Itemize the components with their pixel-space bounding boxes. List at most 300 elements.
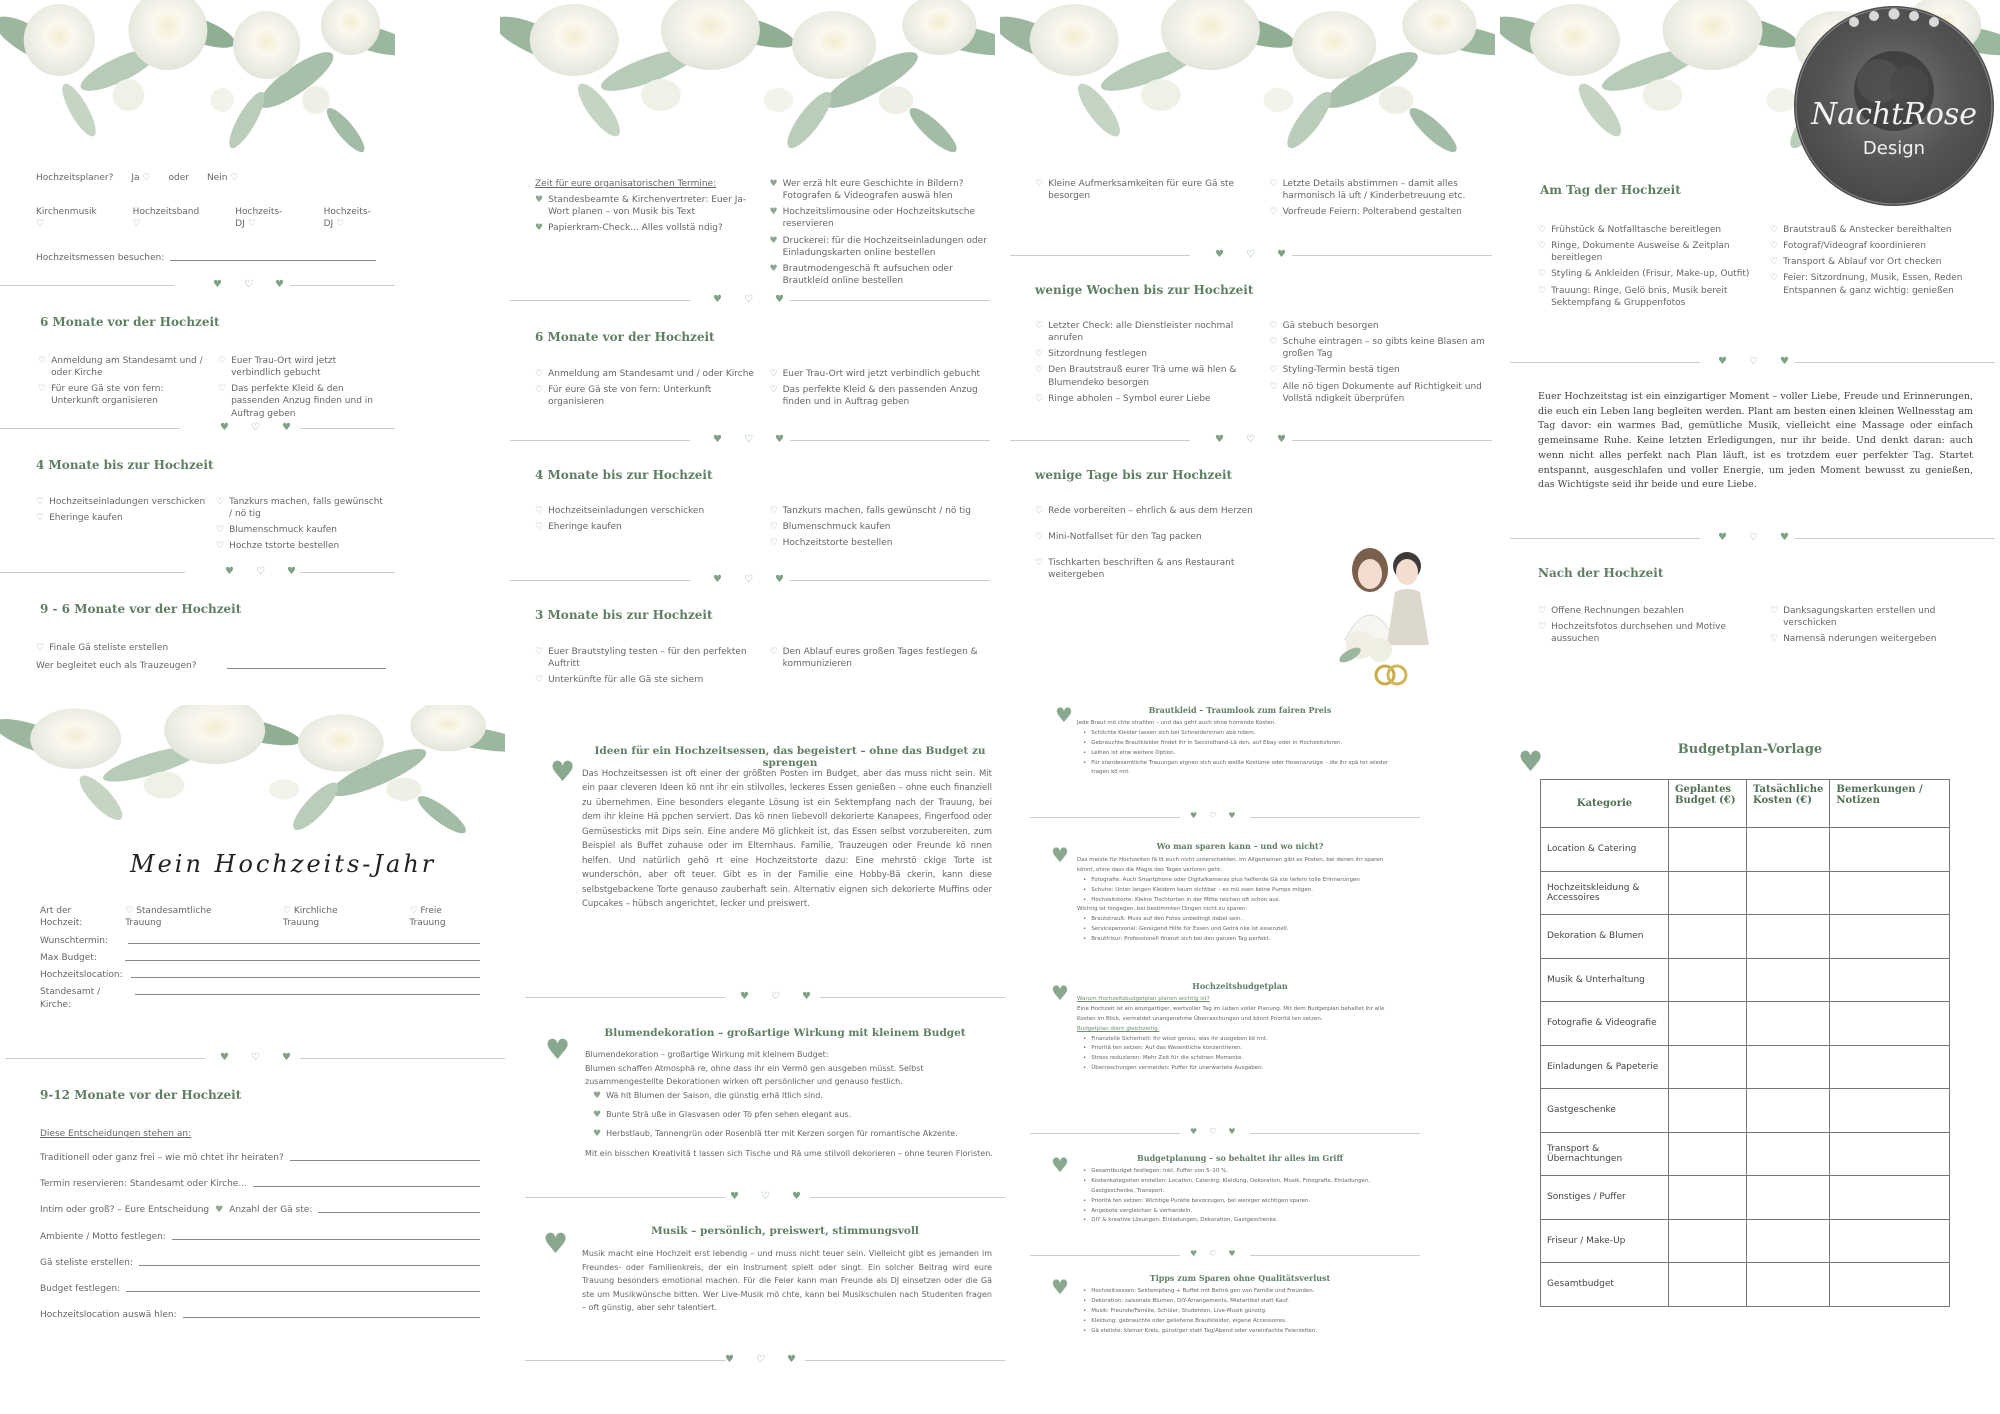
bullet-icon: • [1083, 1045, 1087, 1052]
section-title: Blumendekoration – großartige Wirkung mit kleinem Budget [604, 1027, 966, 1039]
checklist-item[interactable] [1538, 224, 1756, 236]
option-music-1[interactable] [133, 206, 200, 230]
item-text: Brautfrisur: Professionell finanzt sich bei den ganzen Tag perfekt. [1091, 936, 1271, 943]
checklist-item[interactable] [1770, 240, 1988, 252]
budget-table [1540, 779, 1950, 1307]
heart-ornament-icon: ♥ [1051, 1153, 1069, 1177]
item-text: Frühstück & Notfalltasche bereitlegen [1551, 225, 1722, 235]
floral-header [1000, 0, 1495, 160]
panel-checklist-3 [1000, 0, 1495, 700]
planned-cell[interactable] [1669, 1045, 1747, 1089]
checklist-item[interactable] [1538, 605, 1756, 617]
item-text: Unterkünfte für alle Gä ste sichern [548, 675, 704, 686]
heart-ornament-icon: ♥ [1051, 981, 1069, 1005]
notes-cell[interactable] [1830, 1045, 1950, 1089]
planned-cell[interactable] [1669, 915, 1747, 959]
question-label: Anzahl der Gä ste: [229, 1205, 313, 1216]
actual-cell[interactable] [1747, 1263, 1830, 1307]
checklist-item[interactable] [1035, 557, 1265, 581]
category-cell: Sonstiges / Puffer [1541, 1176, 1669, 1220]
table-title: Budgetplan-Vorlage [1677, 742, 1823, 757]
heart-checkbox-icon: ♡ [535, 675, 544, 686]
section-title: Tipps zum Sparen ohne Qualitätsverlust [1149, 1273, 1331, 1283]
section-link[interactable]: Budgetplan dient gleichzeitig: [1077, 1025, 1160, 1032]
checklist-item[interactable] [770, 368, 991, 380]
checklist-item[interactable] [1035, 531, 1265, 543]
item-text: Prioritä ten setzen: Wichtige Punkte bevorzugen, bei weniger wichtigen sparen. [1091, 1197, 1311, 1204]
planned-cell[interactable] [1669, 1132, 1747, 1176]
heart-filled-icon: ♥ [769, 235, 778, 246]
answer-line[interactable] [227, 660, 386, 669]
bullet-icon: • [1083, 916, 1087, 923]
bullet-icon: • [1083, 886, 1087, 893]
heart-checkbox-icon: ♡ [218, 384, 227, 395]
bullet-item [1083, 1207, 1397, 1217]
item-text: Letzter Check: alle Dienstleister nochmal anrufen [1048, 321, 1234, 344]
checklist-item[interactable] [36, 512, 206, 524]
heart-checkbox-icon: ♡ [38, 356, 47, 366]
section-title: 3 Monate bis zur Hochzeit [535, 608, 713, 622]
heart-checkbox-icon: ♡ [1269, 179, 1278, 189]
checklist-item[interactable] [218, 383, 388, 419]
checklist-item[interactable] [1270, 381, 1491, 405]
planned-cell[interactable] [1669, 871, 1747, 915]
item-text: Hochzeitstorte: Kleine Tischtorten in der Mitte reichen oft schon aus. [1091, 896, 1281, 903]
notes-cell[interactable] [1830, 871, 1950, 915]
bullet-item [1083, 1287, 1397, 1297]
item-text: Gebrauchte Brautkleider findet ihr in Secondhand-Lä den, auf Ebay oder in Hochzeitsforen. [1091, 739, 1343, 746]
item-text: Anmeldung am Standesamt und / oder Kirche [548, 369, 754, 379]
heart-filled-icon: ♥ [215, 1205, 224, 1216]
category-cell: Transport & Übernachtungen [1541, 1132, 1669, 1176]
checklist-item[interactable] [1770, 256, 1988, 268]
table-row [1541, 828, 1950, 872]
heart-checkbox-icon: ♡ [1035, 558, 1044, 569]
category-cell: Gastgeschenke [1541, 1089, 1669, 1133]
checklist-item[interactable] [770, 206, 991, 230]
bullet-item [1083, 749, 1397, 759]
bullet-item [1083, 935, 1397, 945]
option-music-0[interactable] [36, 206, 97, 230]
question-label: Intim oder groß? – Eure Entscheidung [40, 1205, 210, 1216]
item-text: Schlichte Kleider lassen sich bei Schneiderinnen abä ndern. [1091, 729, 1256, 736]
option-music-2[interactable] [235, 206, 287, 230]
bullet-item [593, 1089, 995, 1104]
section-title: Hochzeitsbudgetplan [1192, 981, 1288, 991]
panel-wedding-day [1500, 0, 2000, 700]
item-text: Den Brautstrauß eurer Trä ume wä hlen & Blumendeko besorgen [1048, 365, 1237, 388]
bullet-item [1083, 1167, 1397, 1177]
divider [300, 572, 395, 573]
checklist-item[interactable] [1270, 320, 1491, 332]
checklist-item[interactable] [535, 194, 756, 218]
heart-divider: ♥ ♡ ♥ [225, 566, 296, 577]
bullet-item [1083, 886, 1397, 896]
checklist-item[interactable] [1538, 240, 1756, 264]
heart-checkbox-icon: ♡ [216, 525, 225, 536]
actual-cell[interactable] [1747, 1002, 1830, 1046]
heart-filled-icon: ♥ [535, 195, 544, 206]
checklist-item[interactable] [216, 540, 386, 552]
checklist-item[interactable] [770, 263, 991, 287]
panel-wedding-year [0, 705, 505, 1414]
table-row [1541, 958, 1950, 1002]
field-line[interactable] [131, 969, 480, 978]
item-text: Offene Rechnungen bezahlen [1551, 606, 1684, 616]
divider [1010, 440, 1190, 441]
item-text: DIY & kreative Lösungen: Einladungen, Dekoration, Gastgeschenke. [1091, 1217, 1278, 1224]
checklist-item[interactable] [218, 355, 388, 379]
actual-cell[interactable] [1747, 1132, 1830, 1176]
bullet-icon: • [1083, 1297, 1087, 1304]
section-lead: Blumen schaffen Atmosphä re, ohne dass ihr ein Vermö gen ausgeben müsst. Selbst zusammengestellte Dekorationen wirken oft persönlicher und genauso festlich. [585, 1063, 924, 1087]
checklist-item[interactable] [1538, 621, 1756, 645]
notes-cell[interactable] [1830, 915, 1950, 959]
notes-cell[interactable] [1830, 1176, 1950, 1220]
item-text: Brautstrauß & Anstecker bereithalten [1783, 225, 1952, 235]
intro-text: Zeit für eure organisatorischen Termine: [535, 179, 717, 189]
checklist-item[interactable] [770, 537, 991, 549]
table-row [1541, 1002, 1950, 1046]
checklist-item[interactable] [770, 235, 991, 259]
section-title: 6 Monate vor der Hochzeit [535, 330, 715, 344]
heart-checkbox-icon: ♡ [535, 647, 544, 657]
item-text: Hochzeitstorte bestellen [782, 538, 893, 549]
checklist-item[interactable] [1035, 393, 1256, 405]
heart-checkbox-icon: ♡ [1538, 606, 1547, 616]
checklist-item[interactable] [1270, 206, 1491, 218]
heart-divider: ♥ ♡ ♥ [740, 991, 811, 1002]
divider [525, 997, 725, 998]
checklist-item[interactable] [535, 521, 756, 533]
divider [790, 300, 990, 301]
divider [1292, 440, 1492, 441]
item-text: Mini-Notfallset für den Tag packen [1048, 532, 1202, 543]
planned-cell[interactable] [1669, 828, 1747, 872]
field-label: Standesamt / Kirche: [40, 987, 101, 1010]
checklist-item[interactable] [1035, 505, 1265, 517]
field-label: Wunschtermin: [40, 936, 108, 946]
bullet-item [1083, 1216, 1397, 1226]
item-text: Schuhe: Unter langen Kleidern kaum sichtbar – es mü ssen keine Pumps mögen. [1091, 886, 1314, 893]
actual-cell[interactable] [1747, 871, 1830, 915]
option-art-0[interactable] [125, 905, 249, 929]
item-text: Hochzeitslimousine oder Hochzeitskutsche reservieren [782, 207, 976, 230]
checklist-item[interactable] [1035, 178, 1256, 202]
bullet-item [593, 1108, 995, 1123]
divider [1250, 817, 1420, 818]
checklist-item[interactable] [535, 505, 756, 517]
answer-line[interactable] [172, 1231, 480, 1240]
option-ja[interactable] [131, 172, 150, 184]
item-text: Wer erzä hlt eure Geschichte in Bildern? Fotografen & Videografen auswä hlen [782, 179, 964, 202]
actual-cell[interactable] [1747, 1045, 1830, 1089]
field-line[interactable] [135, 986, 480, 995]
planned-cell[interactable] [1669, 1263, 1747, 1307]
field-line[interactable] [125, 952, 480, 961]
intro-text: Diese Entscheidungen stehen an: [40, 1129, 192, 1139]
page-title: Mein Hochzeits-Jahr [130, 850, 437, 878]
checklist-item[interactable] [535, 222, 756, 234]
notes-cell[interactable] [1830, 958, 1950, 1002]
panel-budget-template [1500, 705, 2000, 1414]
divider [1510, 362, 1700, 363]
heart-checkbox-icon: ♡ [1770, 225, 1779, 235]
option-label: Standesamtliche Trauung [125, 906, 212, 929]
notes-cell[interactable] [1830, 1002, 1950, 1046]
checklist-item[interactable] [1035, 320, 1256, 344]
bullet-icon: • [1083, 1197, 1087, 1204]
section-intro: Blumendekoration – großartige Wirkung mit kleinem Budget: [585, 1050, 829, 1059]
checklist-item[interactable] [1270, 336, 1491, 360]
section-title: wenige Tage bis zur Hochzeit [1035, 468, 1233, 482]
messen-line[interactable] [170, 252, 376, 261]
question-label: Gä steliste erstellen: [40, 1257, 133, 1268]
item-text: Euer Brautstyling testen – für den perfekten Auftritt [548, 647, 747, 670]
answer-line[interactable] [290, 1152, 480, 1161]
notes-cell[interactable] [1830, 1089, 1950, 1133]
panel-saving-ideas [510, 705, 1015, 1414]
wedding-day-paragraph: Euer Hochzeitstag ist ein einzigartiger Moment – voller Liebe, Freude und Erinnerungen, die euch ein Leben lang begleiten werden. Plant am besten einen kleinen Wellnesstag am Tag davor: ein warmes Bad, gemütliche Musik, vielleicht eine Massage oder einfach gemeinsame Ruhe. Keine letzten Erledigungen, nur ihr beide. Und denkt daran: auch wenn nicht alles perfekt nach Plan läuft, ist es trotzdem euer perfekter Tag. Startet entspannt, ausgeschlafen und voller Energie, um jeden Moment bewusst zu genießen, das Wichtigste seid ihr beide und eure Liebe. [1538, 391, 1973, 491]
heart-checkbox-icon: ♡ [216, 497, 225, 507]
item-text: Schuhe eintragen – so gibts keine Blasen am großen Tag [1282, 337, 1485, 360]
bullet-item [1083, 1317, 1397, 1327]
actual-cell[interactable] [1747, 1219, 1830, 1263]
planned-cell[interactable] [1669, 1219, 1747, 1263]
question-label: Ambiente / Motto festlegen: [40, 1231, 166, 1242]
heart-divider: ♥ ♡ ♥ [1718, 356, 1789, 367]
heart-checkbox-icon: ♡ [1770, 634, 1779, 645]
section-title: Musik – persönlich, preiswert, stimmungsvoll [651, 1225, 919, 1237]
actual-cell[interactable] [1747, 1089, 1830, 1133]
checklist-item[interactable] [38, 355, 208, 379]
item-text: Brautstrauß: Muss auf den Fotos unbedingt dabei sein. [1091, 916, 1243, 923]
item-text: Angebote vergleichen & verhandeln. [1091, 1207, 1193, 1214]
item-text: Hochze tstorte bestellen [229, 541, 340, 552]
checklist-item[interactable] [770, 646, 991, 670]
couple-illustration [1325, 530, 1445, 690]
field-line[interactable] [128, 935, 480, 944]
item-text: Trauung: Ringe, Gelö bnis, Musik bereit Sektempfang & Gruppenfotos [1551, 285, 1728, 308]
section-link[interactable]: Warum Hochzeitsbudgetplan planen wichtig ist? [1077, 996, 1210, 1002]
option-art-2[interactable] [409, 905, 480, 929]
divider [5, 1058, 205, 1059]
answer-line[interactable] [253, 1178, 480, 1187]
heart-divider: ♥ ♡ ♥ [713, 574, 784, 585]
bullet-icon: • [1083, 729, 1087, 736]
floral-header [0, 0, 395, 160]
planned-cell[interactable] [1669, 958, 1747, 1002]
heart-ornament-icon: ♥ [550, 755, 576, 788]
item-text: Musik: Freunde/Familie, Schüler, Studenten, Live-Musik günstig. [1091, 1307, 1267, 1314]
checklist-item[interactable] [1770, 224, 1988, 236]
heart-bullet-icon: ♥ [593, 1090, 602, 1101]
heart-divider: ♥ ♡ ♥ [1215, 434, 1286, 445]
heart-checkbox-icon: ♡ [1035, 393, 1044, 404]
heart-checkbox-icon: ♡ [769, 369, 778, 379]
heart-checkbox-icon: ♡ [216, 541, 225, 552]
item-text: Fotografie: Auch Smartphone oder Digitalkameras plus helfende Gä ste liefern tolle Erinnerungen [1091, 876, 1360, 883]
answer-line[interactable] [139, 1257, 480, 1266]
category-cell: Musik & Unterhaltung [1541, 958, 1669, 1002]
oder-label: oder [168, 173, 189, 183]
actual-cell[interactable] [1747, 1176, 1830, 1220]
question-label: Budget festlegen: [40, 1283, 121, 1294]
logo-text-sub: Design [1862, 138, 1926, 159]
checklist-item[interactable] [535, 368, 756, 380]
table-row [1541, 871, 1950, 915]
item-text: Finanzielle Sicherheit: Ihr wisst genau, was ihr ausgeben kö nnt. [1091, 1035, 1268, 1042]
notes-cell[interactable] [1830, 1219, 1950, 1263]
checklist-item[interactable] [535, 646, 756, 670]
heart-checkbox-icon: ♡ [1538, 285, 1547, 296]
section-title: 9 - 6 Monate vor der Hochzeit [40, 602, 242, 616]
checklist-item[interactable] [1770, 633, 1988, 645]
question-label: Traditionell oder ganz frei – wie mö chtet ihr heiraten? [40, 1153, 284, 1164]
bullet-icon: • [1083, 1055, 1087, 1062]
planned-cell[interactable] [1669, 1176, 1747, 1220]
section-body: Eine Hochzeit ist ein einzigartiger, wertvoller Tag im Leben voller Planung. Mit dem Budgetplan behaltet ihr alle Kosten im Blick, vermeidet unangenehme Überraschungen und könnt Prioritä ten setzen. [1077, 1005, 1385, 1022]
checklist-item[interactable] [38, 383, 208, 407]
heart-ornament-icon: ♥ [1518, 745, 1544, 778]
heart-ornament-icon: ♥ [1051, 1275, 1069, 1299]
checklist-item[interactable] [1770, 605, 1988, 629]
option-music-3[interactable] [324, 206, 376, 230]
item-text: Kostenkategorien erstellen: Location, Catering, Kleidung, Dekoration, Musik, Fotografie, Einladungen, Gastgeschenke, Transport. [1091, 1177, 1371, 1194]
heart-checkbox-icon: ♡ [230, 173, 239, 183]
item-text: Leihen ist eine weitere Option. [1091, 749, 1176, 756]
checklist-item[interactable] [1770, 272, 1988, 296]
heart-checkbox-icon: ♡ [1538, 225, 1547, 235]
bullet-item [1083, 1327, 1397, 1337]
bullet-item [1083, 1035, 1397, 1045]
heart-filled-icon: ♥ [769, 207, 778, 218]
checklist-item[interactable] [1035, 348, 1256, 360]
item-text: Finale Gä steliste erstellen [49, 643, 169, 653]
item-text: Anmeldung am Standesamt und / oder Kirche [51, 356, 203, 379]
checklist-item[interactable] [1035, 364, 1256, 388]
heart-divider: ♥ ♡ ♥ [213, 279, 284, 290]
notes-cell[interactable] [1830, 1263, 1950, 1307]
answer-line[interactable] [183, 1309, 480, 1318]
section-title: 4 Monate bis zur Hochzeit [535, 468, 713, 482]
checklist-item[interactable] [216, 496, 386, 520]
bullet-icon: • [1083, 1065, 1087, 1072]
divider [790, 580, 990, 581]
divider [1010, 255, 1190, 256]
nein-label: Nein [206, 173, 228, 183]
heart-checkbox-icon: ♡ [769, 522, 778, 533]
option-art-1[interactable] [283, 905, 375, 929]
bullet-item [1083, 729, 1397, 739]
heart-filled-icon: ♥ [535, 223, 544, 234]
planned-cell[interactable] [1669, 1089, 1747, 1133]
checklist-item[interactable] [36, 496, 206, 508]
item-text: Hochzeitseinladungen verschicken [548, 506, 705, 516]
heart-checkbox-icon: ♡ [132, 219, 141, 230]
planned-cell[interactable] [1669, 1002, 1747, 1046]
item-text: Letzte Details abstimmen – damit alles harmonisch lä uft / Kinderbetreuung etc. [1282, 179, 1466, 202]
answer-line[interactable] [318, 1204, 480, 1213]
checklist-item[interactable] [535, 674, 756, 686]
heart-checkbox-icon: ♡ [1269, 337, 1278, 348]
bullet-icon: • [1083, 749, 1087, 756]
actual-cell[interactable] [1747, 828, 1830, 872]
heart-checkbox-icon: ♡ [218, 356, 227, 366]
checklist-item[interactable] [36, 642, 386, 654]
checklist-item[interactable] [770, 384, 991, 408]
planner-label: Hochzeitsplaner? [36, 173, 114, 183]
bullet-item [1083, 739, 1397, 749]
checklist-item[interactable] [770, 505, 991, 517]
divider [1250, 1133, 1420, 1134]
bullet-icon: • [1083, 1327, 1087, 1334]
heart-ornament-icon: ♥ [1055, 705, 1073, 727]
heart-checkbox-icon: ♡ [1269, 207, 1278, 218]
answer-line[interactable] [126, 1283, 480, 1292]
actual-cell[interactable] [1747, 958, 1830, 1002]
divider [1030, 817, 1180, 818]
bullet-icon: • [1083, 926, 1087, 933]
section-body: Das Hochzeitsessen ist oft einer der größten Posten im Budget, aber das muss nicht sein. Mit ein paar cleveren Ideen kö nnt ihr ein stilvolles, leckeres Essen genießen – ohne euch finanziell zu übernehmen. Eine besonders elegante Lösung ist ein Sektempfang nach der Trauung, bei dem ihr kleine Hä ppchen serviert. Das kö nnen liebevoll dekorierte Kanapees, Fingerfood oder Gemüsesticks mit Dips sein. Eine andere Mö glichkeit ist, das Essen selbst vorzubereiten, zum Beispiel als Buffet zuhause oder im Elternhaus. Familie, Trauzeugen oder Freunde kö nnen helfen. Und natürlich gehö rt eine Hochzeitstorte dazu: Eine mehrstö ckige Torte ist wunderschön, aber oft teuer. Gibt es in der Familie eine Hobby-Bä ckerin, kann diese selbstgebackene Torte genauso zauberhaft sein. Alternativ eignen sich dekorierte Muffins oder Cupcakes – hübsch angerichtet, lecker und preiswert. [582, 769, 992, 909]
heart-checkbox-icon: ♡ [535, 522, 544, 533]
heart-divider: ♥ ♡ ♥ [1215, 249, 1286, 260]
item-text: Eheringe kaufen [49, 513, 123, 524]
checklist-item[interactable] [535, 384, 756, 408]
divider [0, 572, 185, 573]
notes-cell[interactable] [1830, 828, 1950, 872]
item-text: Brautmodengeschä ft aufsuchen oder Brautkleid online bestellen [782, 263, 953, 286]
heart-checkbox-icon: ♡ [769, 647, 778, 657]
section-title: Am Tag der Hochzeit [1540, 183, 1681, 197]
checklist-item[interactable] [770, 178, 991, 202]
divider [1030, 1255, 1180, 1256]
heart-ornament-icon: ♥ [545, 1033, 571, 1066]
heart-checkbox-icon: ♡ [1538, 269, 1547, 280]
panel-budget-tips [1025, 705, 1425, 1414]
divider [525, 1197, 725, 1198]
checklist-item[interactable] [1270, 364, 1491, 376]
field-label: Max Budget: [40, 953, 97, 964]
bullet-icon: • [1083, 1168, 1087, 1174]
option-label: Hochzeits-DJ [323, 207, 371, 230]
heart-checkbox-icon: ♡ [1770, 241, 1779, 252]
heart-checkbox-icon: ♡ [769, 385, 778, 396]
actual-cell[interactable] [1747, 915, 1830, 959]
section-title: Wo man sparen kann – und wo nicht? [1156, 841, 1324, 851]
item-text: Überraschungen vermeiden: Puffer für unerwartete Ausgaben. [1091, 1065, 1264, 1072]
bullet-item [1083, 915, 1397, 925]
item-text: Den Ablauf eures großen Tages festlegen & kommunizieren [782, 647, 978, 670]
table-row [1541, 1219, 1950, 1263]
checklist-item[interactable] [216, 524, 386, 536]
table-row [1541, 1132, 1950, 1176]
heart-checkbox-icon: ♡ [36, 513, 45, 524]
category-cell: Fotografie & Videografie [1541, 1002, 1669, 1046]
option-nein[interactable] [207, 172, 238, 184]
checklist-item[interactable] [1538, 268, 1756, 280]
notes-cell[interactable] [1830, 1132, 1950, 1176]
item-text: Fotograf/Videograf koordinieren [1783, 241, 1926, 252]
checklist-item[interactable] [770, 521, 991, 533]
checklist-item[interactable] [1270, 178, 1491, 202]
section-title: Brautkleid – Traumlook zum fairen Preis [1148, 705, 1332, 715]
header-cell: Tatsächliche Kosten (€) [1747, 780, 1830, 828]
bullet-icon: • [1083, 936, 1087, 943]
checklist-item[interactable] [1538, 285, 1756, 309]
divider [0, 285, 175, 286]
divider [510, 440, 690, 441]
